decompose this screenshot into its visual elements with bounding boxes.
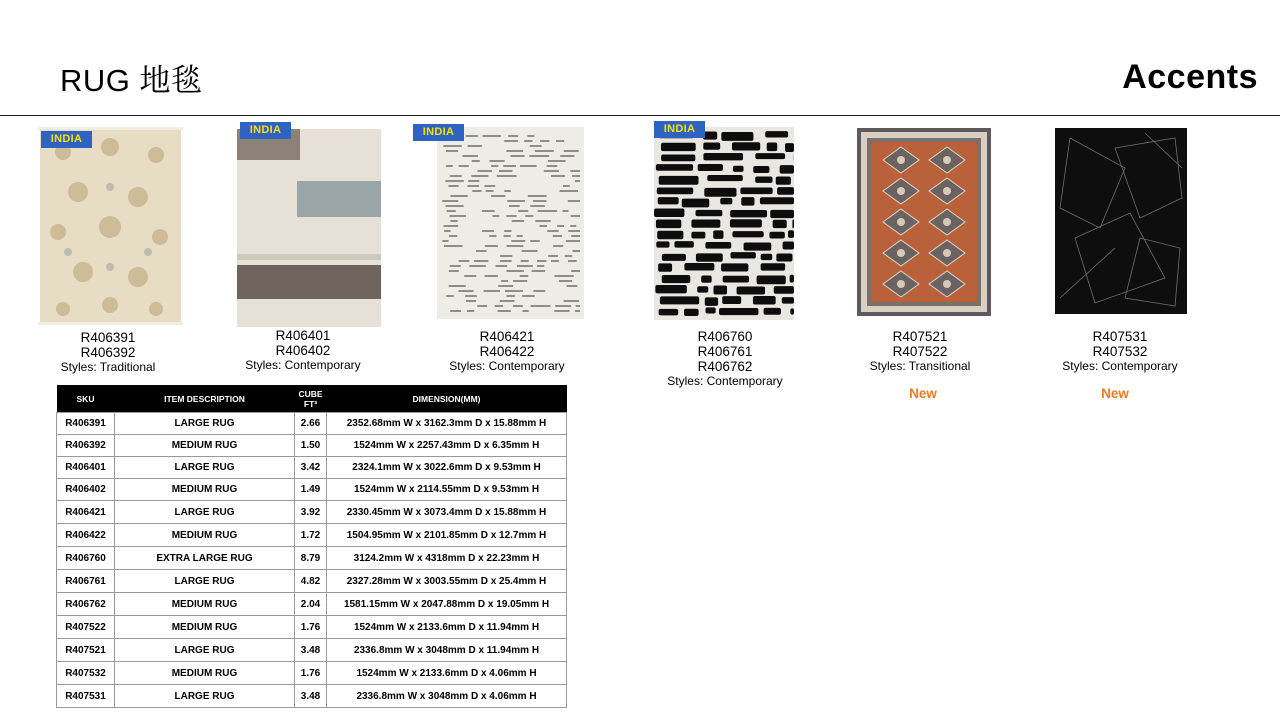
cell-cube: 2.66 (295, 413, 327, 435)
cell-description: LARGE RUG (115, 570, 295, 593)
cell-sku: R406762 (57, 593, 115, 616)
product-label (58, 330, 158, 375)
cell-dimension: 1524mm W x 2114.55mm D x 9.53mm H (327, 479, 567, 501)
cell-cube: 1.76 (295, 662, 327, 685)
cell-sku: R406402 (57, 479, 115, 501)
styles-text: Styles: Contemporary (449, 359, 565, 373)
cell-cube: 1.76 (295, 616, 327, 639)
cell-sku: R407532 (57, 662, 115, 685)
cell-dimension: 2336.8mm W x 3048mm D x 4.06mm H (327, 685, 567, 708)
product-label (447, 329, 567, 374)
col-header-dimension: DIMENSION(MM) (327, 385, 567, 413)
styles-text: Styles: Contemporary (667, 374, 783, 388)
rug-image-abstract[interactable] (654, 127, 794, 320)
rug-image-geometric[interactable] (1055, 128, 1187, 314)
cell-sku: R406760 (57, 547, 115, 570)
cell-cube: 3.92 (295, 501, 327, 524)
table-row (57, 457, 567, 479)
origin-badge: INDIA (41, 131, 92, 148)
origin-badge: INDIA (240, 122, 291, 139)
cell-description: LARGE RUG (115, 639, 295, 662)
cell-dimension: 2336.8mm W x 3048mm D x 11.94mm H (327, 639, 567, 662)
cell-sku: R407521 (57, 639, 115, 662)
cell-dimension: 3124.2mm W x 4318mm D x 22.23mm H (327, 547, 567, 570)
rug-image-traditional[interactable] (38, 127, 183, 325)
table-row (57, 524, 567, 547)
cell-sku: R406391 (57, 413, 115, 435)
brand-logo: Accents (1122, 58, 1258, 96)
table-row (57, 616, 567, 639)
cell-cube: 4.82 (295, 570, 327, 593)
cell-dimension: 2324.1mm W x 3022.6mm D x 9.53mm H (327, 457, 567, 479)
cell-cube: 3.48 (295, 685, 327, 708)
table-row (57, 593, 567, 616)
table-row (57, 435, 567, 457)
cell-description: LARGE RUG (115, 457, 295, 479)
cell-dimension: 1581.15mm W x 2047.88mm D x 19.05mm H (327, 593, 567, 616)
origin-badge: INDIA (413, 124, 464, 141)
cell-sku: R407522 (57, 616, 115, 639)
sku-text: R406422 (479, 344, 535, 359)
cell-sku: R406761 (57, 570, 115, 593)
sku-text: R407522 (892, 344, 948, 359)
sku-text: R406760 (697, 329, 753, 344)
sku-text: R406402 (275, 343, 331, 358)
cell-cube: 1.50 (295, 435, 327, 457)
cell-description: LARGE RUG (115, 501, 295, 524)
cube-label: CUBE (298, 388, 323, 399)
spec-table (56, 385, 567, 708)
cell-sku: R406421 (57, 501, 115, 524)
cell-cube: 1.49 (295, 479, 327, 501)
table-row (57, 479, 567, 501)
header-divider (0, 115, 1280, 116)
new-badge: New (1101, 386, 1129, 401)
sku-text: R406762 (697, 359, 753, 374)
sku-text: R406392 (80, 345, 136, 360)
cell-dimension: 1524mm W x 2257.43mm D x 6.35mm H (327, 435, 567, 457)
table-row (57, 662, 567, 685)
cell-description: MEDIUM RUG (115, 616, 295, 639)
cell-cube: 1.72 (295, 524, 327, 547)
cell-description: LARGE RUG (115, 685, 295, 708)
sku-text: R406761 (697, 344, 753, 359)
cell-description: LARGE RUG (115, 413, 295, 435)
col-header-sku: SKU (57, 385, 115, 413)
sku-text: R406421 (479, 329, 535, 344)
sku-text: R406391 (80, 330, 136, 345)
styles-text: Styles: Contemporary (245, 358, 361, 372)
cell-dimension: 1524mm W x 2133.6mm D x 11.94mm H (327, 616, 567, 639)
cell-description: MEDIUM RUG (115, 524, 295, 547)
cell-dimension: 2330.45mm W x 3073.4mm D x 15.88mm H (327, 501, 567, 524)
product-label (664, 329, 786, 389)
cell-description: MEDIUM RUG (115, 593, 295, 616)
product-label (1058, 329, 1182, 374)
col-header-cube (295, 385, 327, 413)
sku-text: R407521 (892, 329, 948, 344)
col-header-description: ITEM DESCRIPTION (115, 385, 295, 413)
rug-image-transitional[interactable] (857, 128, 991, 316)
cell-dimension: 1504.95mm W x 2101.85mm D x 12.7mm H (327, 524, 567, 547)
origin-badge: INDIA (654, 121, 705, 138)
cell-sku: R406392 (57, 435, 115, 457)
page-title: RUG 地毯 (60, 63, 203, 98)
cell-description: MEDIUM RUG (115, 479, 295, 501)
cell-description: EXTRA LARGE RUG (115, 547, 295, 570)
cell-dimension: 2327.28mm W x 3003.55mm D x 25.4mm H (327, 570, 567, 593)
sku-text: R406401 (275, 328, 331, 343)
rug-image-dashes[interactable] (437, 127, 584, 319)
cell-sku: R406401 (57, 457, 115, 479)
cell-sku: R406422 (57, 524, 115, 547)
cell-cube: 8.79 (295, 547, 327, 570)
table-row (57, 501, 567, 524)
styles-text: Styles: Contemporary (1062, 359, 1178, 373)
cell-sku: R407531 (57, 685, 115, 708)
cell-cube: 3.42 (295, 457, 327, 479)
styles-text: Styles: Transitional (869, 359, 971, 373)
sku-text: R407531 (1092, 329, 1148, 344)
cube-unit: FT³ (303, 398, 318, 409)
cell-dimension: 2352.68mm W x 3162.3mm D x 15.88mm H (327, 413, 567, 435)
table-row (57, 685, 567, 708)
rug-image-stripes[interactable] (237, 129, 381, 327)
table-row (57, 570, 567, 593)
product-label (243, 328, 363, 373)
cell-description: MEDIUM RUG (115, 435, 295, 457)
cell-dimension: 1524mm W x 2133.6mm D x 4.06mm H (327, 662, 567, 685)
cell-description: MEDIUM RUG (115, 662, 295, 685)
sku-text: R407532 (1092, 344, 1148, 359)
cell-cube: 2.04 (295, 593, 327, 616)
styles-text: Styles: Traditional (60, 360, 156, 374)
cell-cube: 3.48 (295, 639, 327, 662)
product-label (860, 329, 980, 374)
table-row (57, 547, 567, 570)
table-row (57, 639, 567, 662)
new-badge: New (909, 386, 937, 401)
table-row (57, 413, 567, 435)
